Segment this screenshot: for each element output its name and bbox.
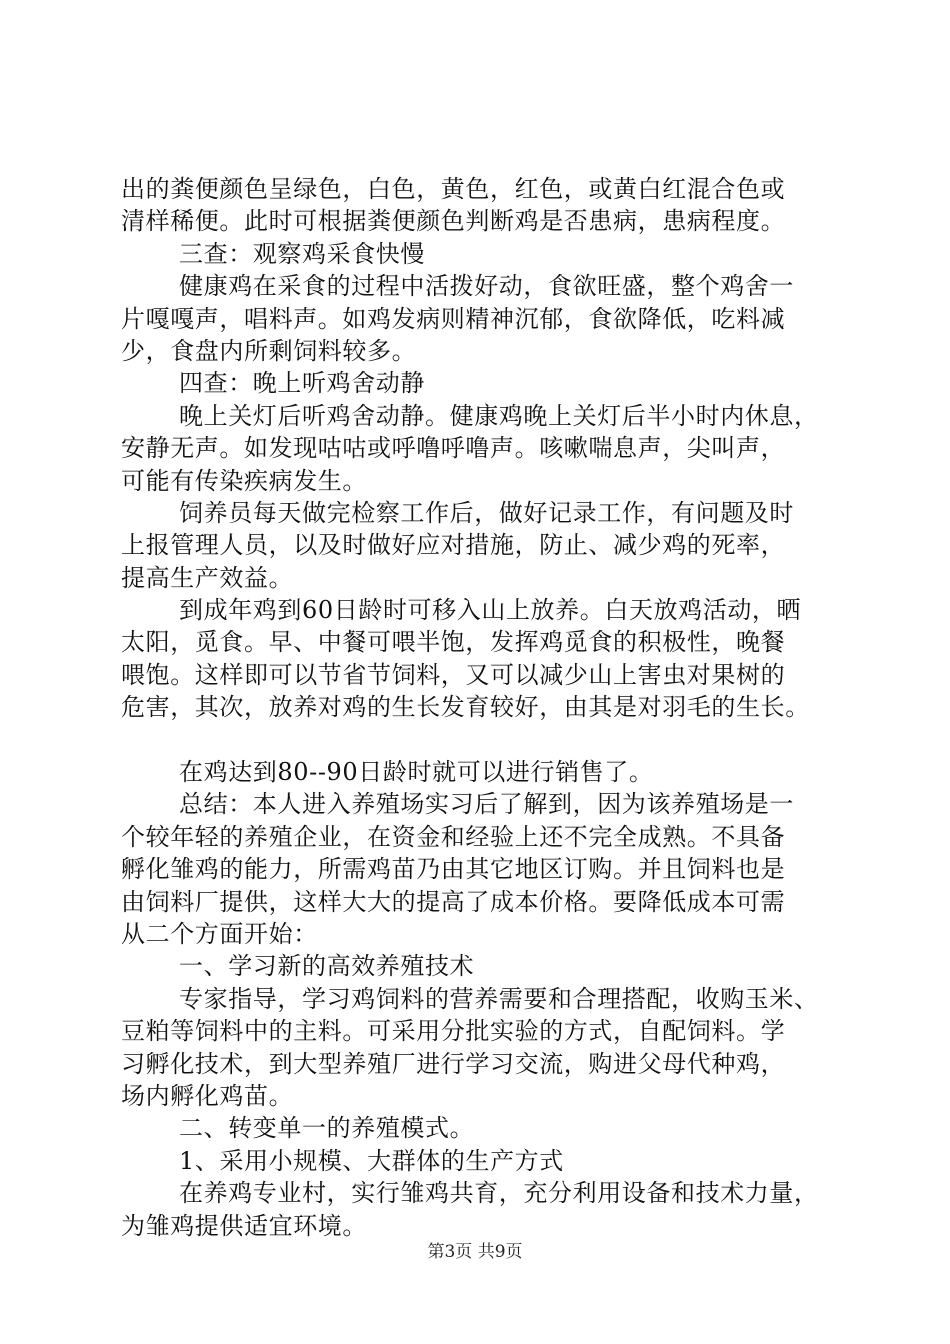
body-line: 孵化雏鸡的能力，所需鸡苗乃由其它地区订购。并且饲料也是 (121, 855, 786, 884)
body-line: 健康鸡在采食的过程中活拨好动，食欲旺盛，整个鸡舍一 (179, 272, 794, 301)
section-heading: 三查：观察鸡采食快慢 (179, 239, 425, 268)
section-heading: 四查：晚上听鸡舍动静 (179, 369, 425, 398)
body-line: 习孵化技术，到大型养殖厂进行学习交流，购进父母代种鸡， (121, 1049, 786, 1078)
body-line: 可能有传染疾病发生。 (121, 466, 367, 495)
subsection-heading: 1、采用小规模、大群体的生产方式 (179, 1146, 564, 1175)
body-line: 到成年鸡到60日龄时可移入山上放养。白天放鸡活动，晒 (179, 596, 802, 625)
body-line: 提高生产效益。 (121, 563, 294, 592)
body-line: 安静无声。如发现咕咕或呼噜呼噜声。咳嗽喘息声，尖叫声， (121, 434, 786, 463)
body-line: 个较年轻的养殖企业，在资金和经验上还不完全成熟。不具备 (121, 822, 786, 851)
section-heading: 一、学习新的高效养殖技术 (179, 952, 475, 981)
body-line: 清样稀便。此时可根据粪便颜色判断鸡是否患病，患病程度。 (121, 207, 786, 236)
body-line: 从二个方面开始： (121, 919, 318, 948)
body-line: 晚上关灯后听鸡舍动静。健康鸡晚上关灯后半小时内休息， (179, 401, 819, 430)
body-line: 喂饱。这样即可以节省节饲料，又可以减少山上害虫对果树的 (121, 660, 786, 689)
body-line: 场内孵化鸡苗。 (121, 1081, 294, 1110)
body-line: 出的粪便颜色呈绿色，白色，黄色，红色，或黄白红混合色或 (121, 175, 786, 203)
document-body (121, 173, 851, 1242)
body-line: 危害，其次，放养对鸡的生长发育较好，由其是对羽毛的生长。 (121, 693, 810, 722)
page-number-footer: 第3页 共9页 (427, 1242, 523, 1262)
body-line: 太阳，觅食。早、中餐可喂半饱，发挥鸡觅食的积极性，晚餐 (121, 628, 786, 657)
body-line: 在鸡达到80--90日龄时就可以进行销售了。 (179, 758, 654, 787)
body-line: 总结：本人进入养殖场实习后了解到，因为该养殖场是一 (179, 790, 794, 819)
body-line: 在养鸡专业村，实行雏鸡共育，充分利用设备和技术力量， (179, 1179, 819, 1208)
body-line: 由饲料厂提供，这样大大的提高了成本价格。要降低成本可需 (121, 887, 786, 916)
body-line: 豆粕等饲料中的主料。可采用分批实验的方式，自配饲料。学 (121, 1017, 786, 1046)
body-line: 上报管理人员，以及时做好应对措施，防止、减少鸡的死率， (121, 531, 786, 560)
blank-line (121, 724, 851, 756)
body-line: 少，食盘内所剩饲料较多。 (121, 336, 417, 365)
body-line: 片嘎嘎声，唱料声。如鸡发病则精神沉郁，食欲降低，吃料减 (121, 304, 786, 333)
body-line: 为雏鸡提供适宜环境。 (121, 1211, 367, 1240)
body-line: 专家指导，学习鸡饲料的营养需要和合理搭配，收购玉米、 (179, 984, 819, 1013)
body-line: 饲养员每天做完检察工作后，做好记录工作，有问题及时 (179, 498, 794, 527)
section-heading: 二、转变单一的养殖模式。 (179, 1114, 475, 1143)
